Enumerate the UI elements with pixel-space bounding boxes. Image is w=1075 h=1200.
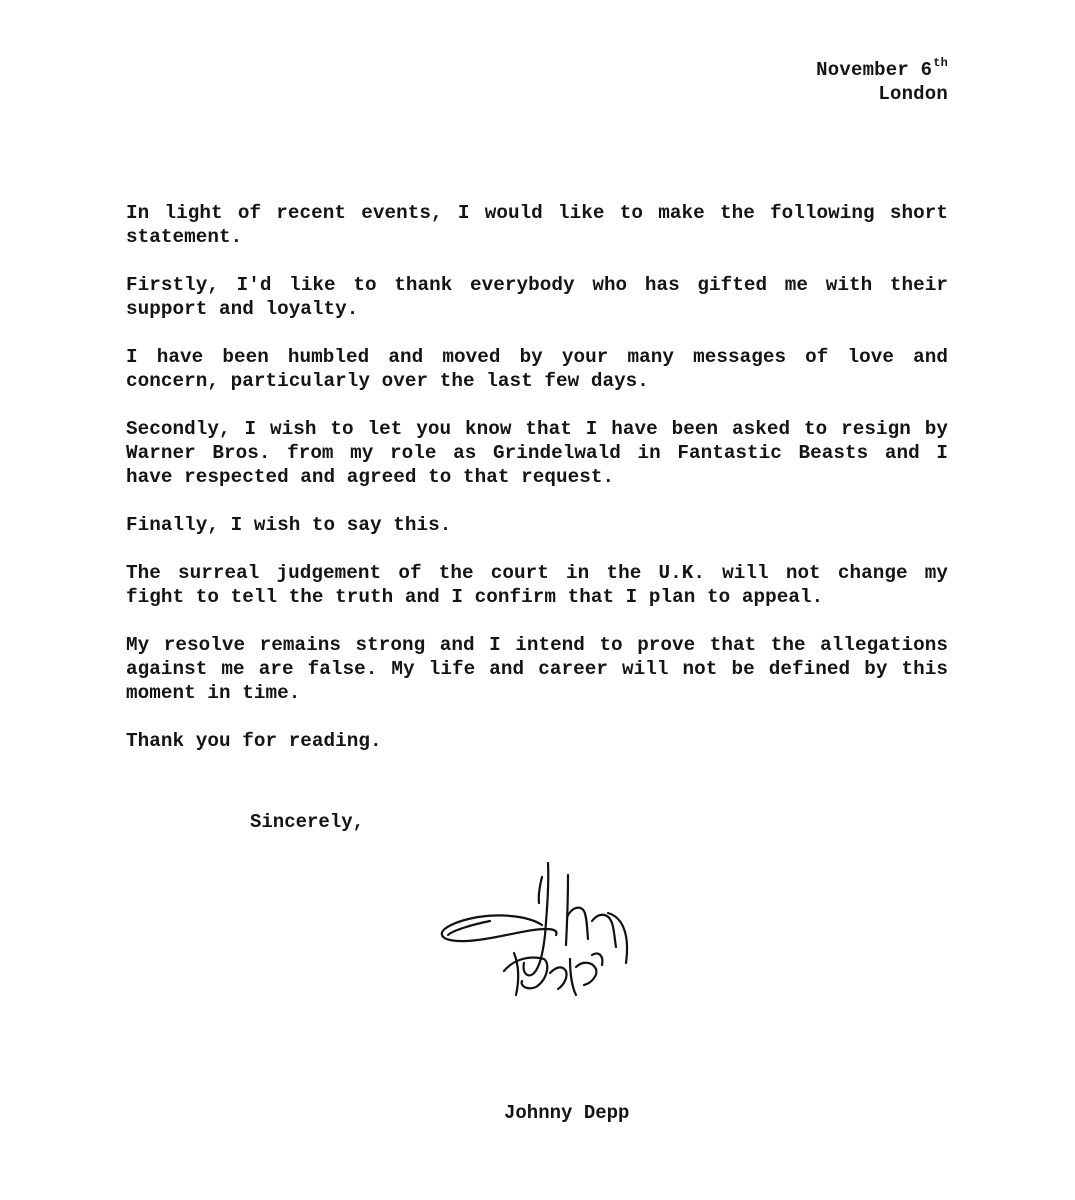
paragraph-resignation: Secondly, I wish to let you know that I have been asked to resign by Warner Bros. from my role as Grindelwald in Fantastic Beasts and I have respected and agreed to that request. [126, 418, 948, 488]
closing-salutation: Sincerely, [250, 811, 365, 833]
paragraph-opening: In light of recent events, I would like to make the following short statement. [126, 202, 948, 248]
paragraph-thanks: Firstly, I'd like to thank everybody who has gifted me with their support and loyalty. [126, 274, 948, 320]
handwritten-signature [430, 855, 640, 1005]
letter-header [816, 55, 948, 106]
location-text: London [878, 83, 948, 105]
paragraph-appeal: The surreal judgement of the court in the U.K. will not change my fight to tell the truth and I confirm that I plan to appeal. [126, 562, 948, 608]
letter-body [126, 201, 948, 777]
signature-drawing [430, 855, 640, 1005]
paragraph-finally: Finally, I wish to say this. [126, 514, 452, 536]
paragraph-humbled: I have been humbled and moved by your many messages of love and concern, particularly over the last few days. [126, 346, 948, 392]
paragraph-resolve: My resolve remains strong and I intend to prove that the allegations against me are false. My life and career will not be defined by this moment in time. [126, 634, 948, 704]
date-line [816, 55, 948, 82]
paragraph-thank-you: Thank you for reading. [126, 730, 382, 752]
signer-name: Johnny Depp [504, 1102, 630, 1124]
date-text: November 6 [816, 59, 933, 81]
date-ordinal-suffix: th [933, 55, 948, 70]
